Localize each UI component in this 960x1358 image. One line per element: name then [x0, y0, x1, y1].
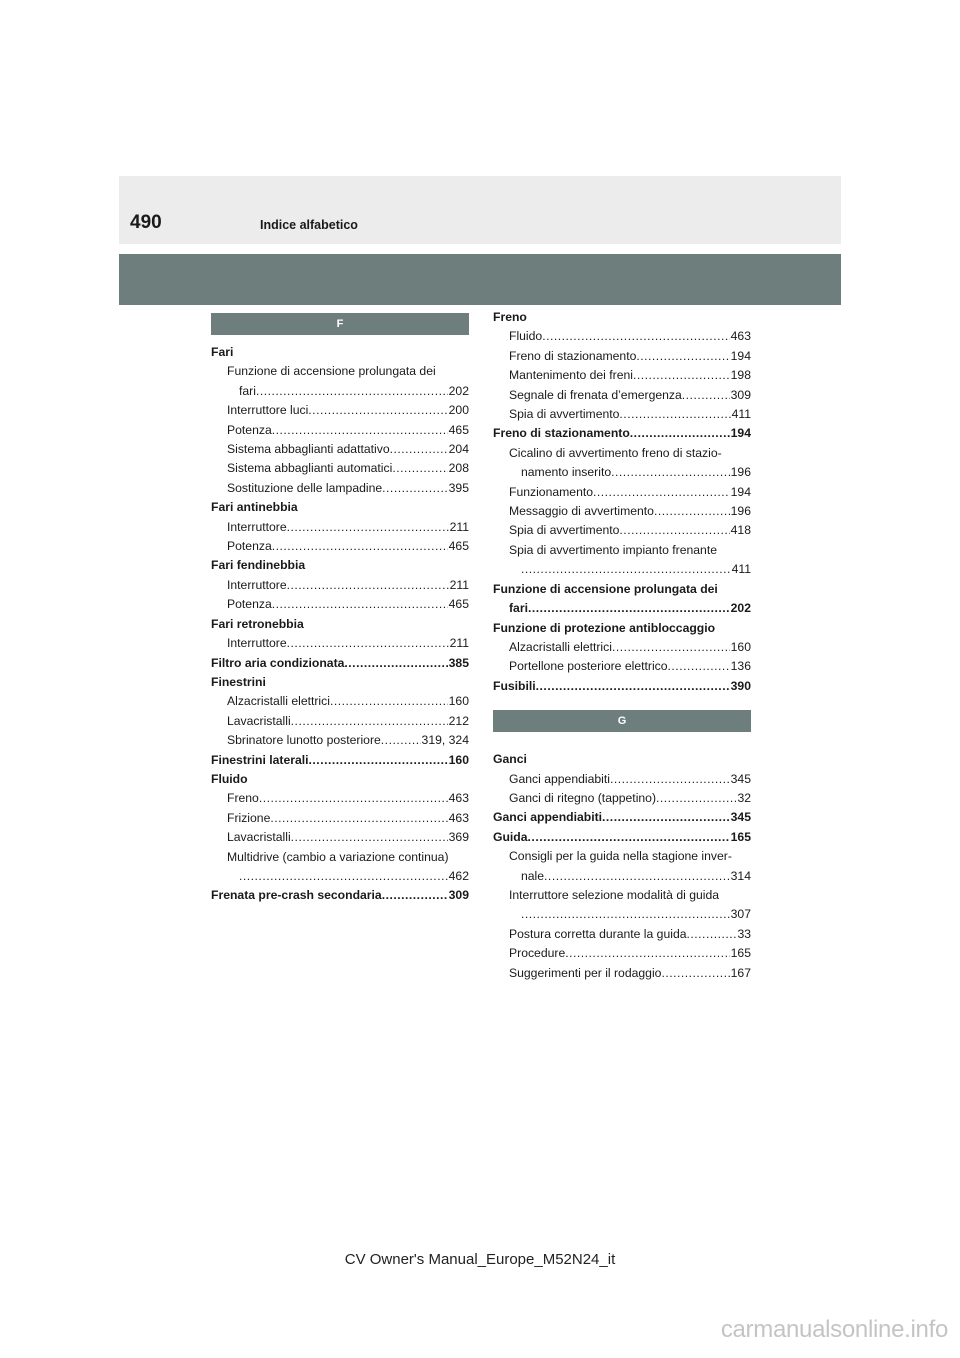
section-title: Indice alfabetico: [260, 218, 358, 232]
index-entry: [493, 847, 751, 866]
entry-text: Interruttore selezione modalità di guida: [509, 887, 720, 902]
index-entry: [493, 521, 751, 540]
entry-page-number[interactable]: 211: [449, 519, 469, 534]
index-entry: [493, 867, 751, 886]
index-entry: [493, 502, 751, 521]
entry-text: Ganci appendiabiti: [493, 810, 603, 825]
index-entry: [493, 347, 751, 366]
index-entry: [211, 809, 469, 828]
entry-text: Alzacristalli elettrici: [227, 694, 330, 709]
entry-text: Interruttore: [227, 636, 287, 651]
entry-page-number[interactable]: 160: [730, 639, 751, 654]
leader-dots: [272, 421, 448, 440]
index-entry: [493, 638, 751, 657]
entry-text: Ganci appendiabiti: [509, 771, 610, 786]
leader-dots: [654, 502, 730, 521]
entry-page-number[interactable]: 307: [730, 907, 751, 922]
header-dark-band: [119, 254, 841, 305]
index-entry: [211, 382, 469, 401]
index-entry: [493, 386, 751, 405]
letter-heading-f: F: [211, 313, 469, 335]
entry-page-number[interactable]: 418: [730, 523, 751, 538]
entry-page-number[interactable]: 345: [730, 810, 751, 825]
entry-text: Fari fendinebbia: [211, 558, 306, 573]
entry-page-number[interactable]: 314: [730, 868, 751, 883]
entry-text: Consigli per la guida nella stagione inver-: [509, 849, 732, 864]
entry-page-number[interactable]: 167: [730, 965, 751, 980]
entry-page-number[interactable]: 198: [730, 368, 751, 383]
leader-dots: [611, 463, 730, 482]
index-entry: [211, 848, 469, 867]
index-entry: [211, 886, 469, 905]
entry-page-number[interactable]: 32: [737, 790, 751, 805]
entry-page-number[interactable]: 385: [448, 655, 469, 670]
entry-text: Cicalino di avvertimento freno di stazio-: [509, 445, 722, 460]
index-entry: [493, 366, 751, 385]
entry-text: Funzione di accensione prolungata dei: [227, 364, 436, 379]
leader-dots: [521, 560, 731, 579]
index-entry: [493, 405, 751, 424]
entry-text: Fari retronebbia: [211, 616, 304, 631]
leader-dots: [272, 537, 448, 556]
entry-page-number[interactable]: 411: [731, 407, 751, 422]
entry-text: Funzione di protezione antibloccaggio: [493, 620, 716, 635]
entry-text: Fluido: [509, 329, 543, 344]
entry-text: Interruttore: [227, 519, 287, 534]
index-entry: [493, 770, 751, 789]
entry-text: Sostituzione delle lampadine: [227, 480, 383, 495]
letter-heading-g: G: [493, 710, 751, 732]
index-entry: [211, 654, 469, 673]
entry-text: Filtro aria condizionata: [211, 655, 345, 670]
index-entry: [211, 770, 469, 789]
leader-dots: [593, 483, 730, 502]
leader-dots: [308, 401, 447, 420]
index-entry: [211, 537, 469, 556]
leader-dots: [630, 424, 730, 443]
index-entry: [493, 828, 751, 847]
leader-dots: [602, 808, 730, 827]
index-entry: [211, 343, 469, 362]
leader-dots: [381, 731, 421, 750]
leader-dots: [610, 770, 730, 789]
entry-text: Alzacristalli elettrici: [509, 639, 612, 654]
entry-text: Potenza: [227, 422, 272, 437]
leader-dots: [382, 479, 448, 498]
entry-text: Sbrinatore lunotto posteriore: [227, 733, 381, 748]
entry-text: Freno di stazionamento: [509, 348, 637, 363]
entry-page-number[interactable]: 33: [737, 926, 751, 941]
index-column-right: [493, 308, 751, 983]
index-entry: [211, 518, 469, 537]
entry-text: Spia di avvertimento impianto frenante: [509, 542, 717, 557]
index-entry: [493, 560, 751, 579]
entry-text: Portellone posteriore elettrico: [509, 659, 668, 674]
index-entry: [211, 595, 469, 614]
entry-page-number[interactable]: 211: [449, 577, 469, 592]
entry-page-number[interactable]: 194: [730, 426, 751, 441]
entry-text: Lavacristalli: [227, 713, 291, 728]
index-list: [211, 343, 469, 906]
index-entry: [211, 401, 469, 420]
entry-text: Suggerimenti per il rodaggio: [509, 965, 662, 980]
entry-page-number[interactable]: 200: [448, 403, 469, 418]
index-entry: [493, 619, 751, 638]
entry-text: Fusibili: [493, 678, 536, 693]
leader-dots: [542, 327, 729, 346]
index-entry: [211, 556, 469, 575]
leader-dots: [287, 576, 449, 595]
entry-page-number[interactable]: 345: [730, 771, 751, 786]
entry-page-number[interactable]: 196: [730, 465, 751, 480]
index-entry: [493, 964, 751, 983]
entry-page-number[interactable]: 202: [448, 383, 469, 398]
leader-dots: [661, 964, 729, 983]
leader-dots: [633, 366, 730, 385]
entry-page-number[interactable]: 411: [731, 562, 751, 577]
index-entry: [211, 673, 469, 692]
leader-dots: [287, 518, 449, 537]
entry-page-number[interactable]: 165: [730, 946, 751, 961]
index-entry: [493, 677, 751, 696]
entry-page-number[interactable]: 463: [448, 810, 469, 825]
index-entry: [493, 463, 751, 482]
leader-dots: [382, 886, 448, 905]
leader-dots: [390, 440, 448, 459]
index-entry: [211, 828, 469, 847]
index-entry: [211, 615, 469, 634]
index-entry: [211, 634, 469, 653]
index-entry: [493, 308, 751, 327]
index-entry: [211, 498, 469, 517]
entry-page-number[interactable]: 196: [730, 504, 751, 519]
entry-text: Interruttore luci: [227, 403, 309, 418]
leader-dots: [239, 867, 448, 886]
index-entry: [211, 479, 469, 498]
entry-text: nale: [521, 868, 545, 883]
entry-page-number[interactable]: 319, 324: [421, 733, 469, 748]
entry-text: Freno: [493, 310, 527, 324]
index-entry: [493, 424, 751, 443]
entry-page-number[interactable]: 309: [730, 387, 751, 402]
entry-page-number[interactable]: 212: [448, 713, 469, 728]
index-entry: [493, 750, 751, 769]
index-entry: [211, 421, 469, 440]
index-entry: [211, 731, 469, 750]
index-entry: [211, 576, 469, 595]
entry-text: Frizione: [227, 810, 271, 825]
entry-text: Sistema abbaglianti automatici: [227, 461, 393, 476]
entry-page-number[interactable]: 463: [730, 329, 751, 344]
index-entry: [493, 657, 751, 676]
index-entry: [493, 808, 751, 827]
leader-dots: [309, 751, 448, 770]
entry-text: Fari: [211, 345, 234, 359]
entry-text: Finestrini laterali: [211, 752, 309, 767]
entry-text: Messaggio di avvertimento: [509, 504, 654, 519]
index-entry: [493, 944, 751, 963]
entry-text: Ganci di ritegno (tappetino): [509, 790, 657, 805]
leader-dots: [291, 828, 448, 847]
leader-dots: [256, 382, 448, 401]
index-list: [493, 308, 751, 696]
entry-text: Interruttore: [227, 577, 287, 592]
entry-text: Procedure: [509, 946, 566, 961]
index-entry: [211, 362, 469, 381]
index-entry: [211, 867, 469, 886]
entry-text: Frenata pre-crash secondaria: [211, 888, 382, 903]
entry-page-number[interactable]: 462: [448, 868, 469, 883]
entry-text: Potenza: [227, 539, 272, 554]
entry-text: namento inserito: [521, 465, 612, 480]
entry-page-number[interactable]: 465: [448, 422, 469, 437]
leader-dots: [668, 657, 730, 676]
entry-page-number[interactable]: 202: [730, 601, 751, 616]
entry-page-number[interactable]: 309: [448, 888, 469, 903]
index-entry: [211, 789, 469, 808]
leader-dots: [619, 521, 729, 540]
index-entry: [493, 905, 751, 924]
entry-text: fari: [239, 383, 256, 398]
entry-page-number[interactable]: 194: [730, 484, 751, 499]
index-entry: [493, 886, 751, 905]
entry-page-number[interactable]: 160: [448, 752, 469, 767]
entry-text: Funzione di accensione prolungata dei: [493, 581, 718, 596]
leader-dots: [392, 459, 447, 478]
index-entry: [211, 440, 469, 459]
leader-dots: [528, 828, 730, 847]
index-entry: [493, 789, 751, 808]
leader-dots: [291, 712, 448, 731]
entry-text: Fari antinebbia: [211, 500, 298, 515]
entry-page-number[interactable]: 465: [448, 539, 469, 554]
index-entry: [493, 580, 751, 599]
entry-text: Freno: [227, 791, 259, 806]
index-entry: [211, 692, 469, 711]
leader-dots: [259, 789, 448, 808]
entry-text: Funzionamento: [509, 484, 594, 499]
entry-page-number[interactable]: 390: [730, 678, 751, 693]
entry-text: Spia di avvertimento: [509, 407, 620, 422]
manual-footer: CV Owner's Manual_Europe_M52N24_it: [344, 1251, 616, 1268]
entry-text: Lavacristalli: [227, 830, 291, 845]
entry-text: Finestrini: [211, 674, 266, 689]
index-entry: [493, 483, 751, 502]
index-column-left: [211, 313, 469, 906]
entry-page-number[interactable]: 369: [448, 830, 469, 845]
entry-page-number[interactable]: 463: [448, 791, 469, 806]
entry-text: Multidrive (cambio a variazione continua): [227, 849, 449, 864]
index-entry: [493, 599, 751, 618]
leader-dots: [270, 809, 447, 828]
entry-text: Sistema abbaglianti adattativo: [227, 442, 390, 457]
index-entry: [493, 925, 751, 944]
index-list: [493, 750, 751, 983]
entry-page-number[interactable]: 165: [730, 829, 751, 844]
leader-dots: [619, 405, 730, 424]
index-entry: [493, 541, 751, 560]
entry-page-number[interactable]: 194: [730, 348, 751, 363]
entry-page-number[interactable]: 395: [448, 480, 469, 495]
index-entry: [211, 459, 469, 478]
watermark-logo: carmanualsonline.info: [720, 1316, 948, 1343]
entry-text: Postura corretta durante la guida: [509, 926, 687, 941]
entry-text: Mantenimento dei freni: [509, 368, 633, 383]
leader-dots: [636, 347, 729, 366]
leader-dots: [682, 386, 730, 405]
index-entry: [493, 444, 751, 463]
entry-text: Freno di stazionamento: [493, 426, 630, 441]
entry-page-number[interactable]: 208: [448, 461, 469, 476]
index-entry: [211, 751, 469, 770]
leader-dots: [287, 634, 449, 653]
page-number: 490: [130, 212, 162, 233]
entry-page-number[interactable]: 465: [448, 597, 469, 612]
entry-page-number[interactable]: 204: [448, 442, 469, 457]
entry-text: fari: [509, 601, 528, 616]
header-band: [119, 176, 841, 244]
leader-dots: [656, 789, 736, 808]
index-entry: [493, 327, 751, 346]
leader-dots: [565, 944, 729, 963]
entry-text: Segnale di frenata d’emergenza: [509, 387, 682, 402]
entry-page-number[interactable]: 211: [449, 636, 469, 651]
entry-text: Spia di avvertimento: [509, 523, 620, 538]
index-entry: [211, 712, 469, 731]
leader-dots: [344, 654, 447, 673]
entry-text: Fluido: [211, 771, 248, 786]
leader-dots: [521, 905, 730, 924]
entry-text: Ganci: [493, 752, 527, 767]
leader-dots: [544, 867, 730, 886]
leader-dots: [528, 599, 730, 618]
entry-page-number[interactable]: 136: [730, 659, 751, 674]
entry-text: Guida: [493, 829, 528, 844]
leader-dots: [536, 677, 730, 696]
entry-text: Potenza: [227, 597, 272, 612]
leader-dots: [272, 595, 448, 614]
leader-dots: [687, 925, 737, 944]
entry-page-number[interactable]: 160: [448, 694, 469, 709]
leader-dots: [612, 638, 730, 657]
leader-dots: [330, 692, 448, 711]
